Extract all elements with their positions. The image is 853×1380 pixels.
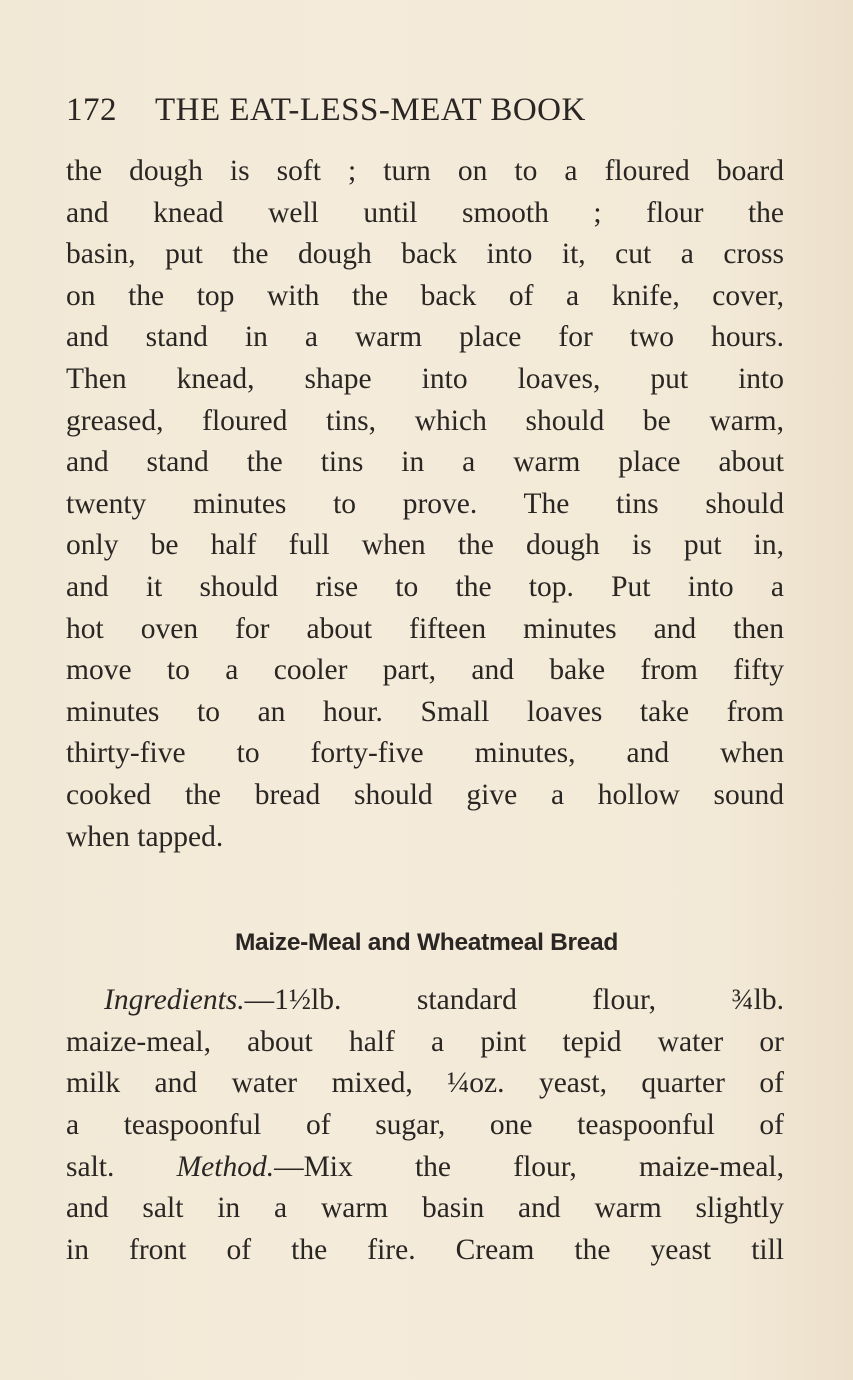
text-line: hot oven for about fifteen minutes and then	[66, 612, 784, 645]
text-line: minutes to an hour. Small loaves take from	[66, 695, 784, 728]
running-title: THE EAT-LESS-MEAT BOOK	[155, 92, 586, 128]
text-line: twenty minutes to prove. The tins should	[66, 487, 784, 520]
text-line: thirty-five to forty-five minutes, and when	[66, 737, 784, 770]
text-line: move to a cooler part, and bake from fifty	[66, 654, 784, 687]
running-header	[66, 88, 586, 132]
recipe-title: Maize-Meal and Wheatmeal Bread	[234, 929, 619, 956]
method-label: Method.	[176, 1150, 275, 1183]
salt-text: salt.	[66, 1150, 115, 1183]
page-number: 172	[66, 92, 117, 128]
text-line	[66, 1147, 784, 1189]
text-line: and stand the tins in a warm place about	[66, 446, 784, 479]
text-line: and knead well until smooth ; flour the	[66, 196, 784, 229]
recipe-paragraph	[66, 980, 784, 1272]
body-paragraph	[66, 151, 784, 858]
method-first-line: —Mix the flour, maize-meal,	[274, 1150, 784, 1183]
text-line: and stand in a warm place for two hours.	[66, 321, 784, 354]
text-line: on the top with the back of a knife, cover,	[66, 279, 784, 312]
text-line: and salt in a warm basin and warm slightly	[66, 1192, 784, 1225]
text-line: a teaspoonful of sugar, one teaspoonful of	[66, 1109, 784, 1142]
text-line: only be half full when the dough is put in,	[66, 529, 784, 562]
ingredients-label: Ingredients.	[104, 984, 245, 1016]
ingredients-first-line: —1½lb. standard flour, ¾lb.	[244, 984, 784, 1016]
text-line: Then knead, shape into loaves, put into	[66, 362, 784, 395]
text-line: milk and water mixed, ¼oz. yeast, quarter of	[66, 1067, 784, 1100]
text-line: maize-meal, about half a pint tepid water or	[66, 1025, 784, 1058]
text-line: in front of the fire. Cream the yeast till	[66, 1234, 784, 1267]
text-line: cooked the bread should give a hollow sound	[66, 778, 784, 811]
text-line	[66, 980, 784, 1022]
text-line: basin, put the dough back into it, cut a cross	[66, 238, 784, 271]
text-line: the dough is soft ; turn on to a floured board	[66, 155, 784, 187]
text-line: and it should rise to the top. Put into a	[66, 570, 784, 603]
text-line: greased, floured tins, which should be warm,	[66, 404, 784, 437]
text-line: when tapped.	[66, 820, 224, 853]
